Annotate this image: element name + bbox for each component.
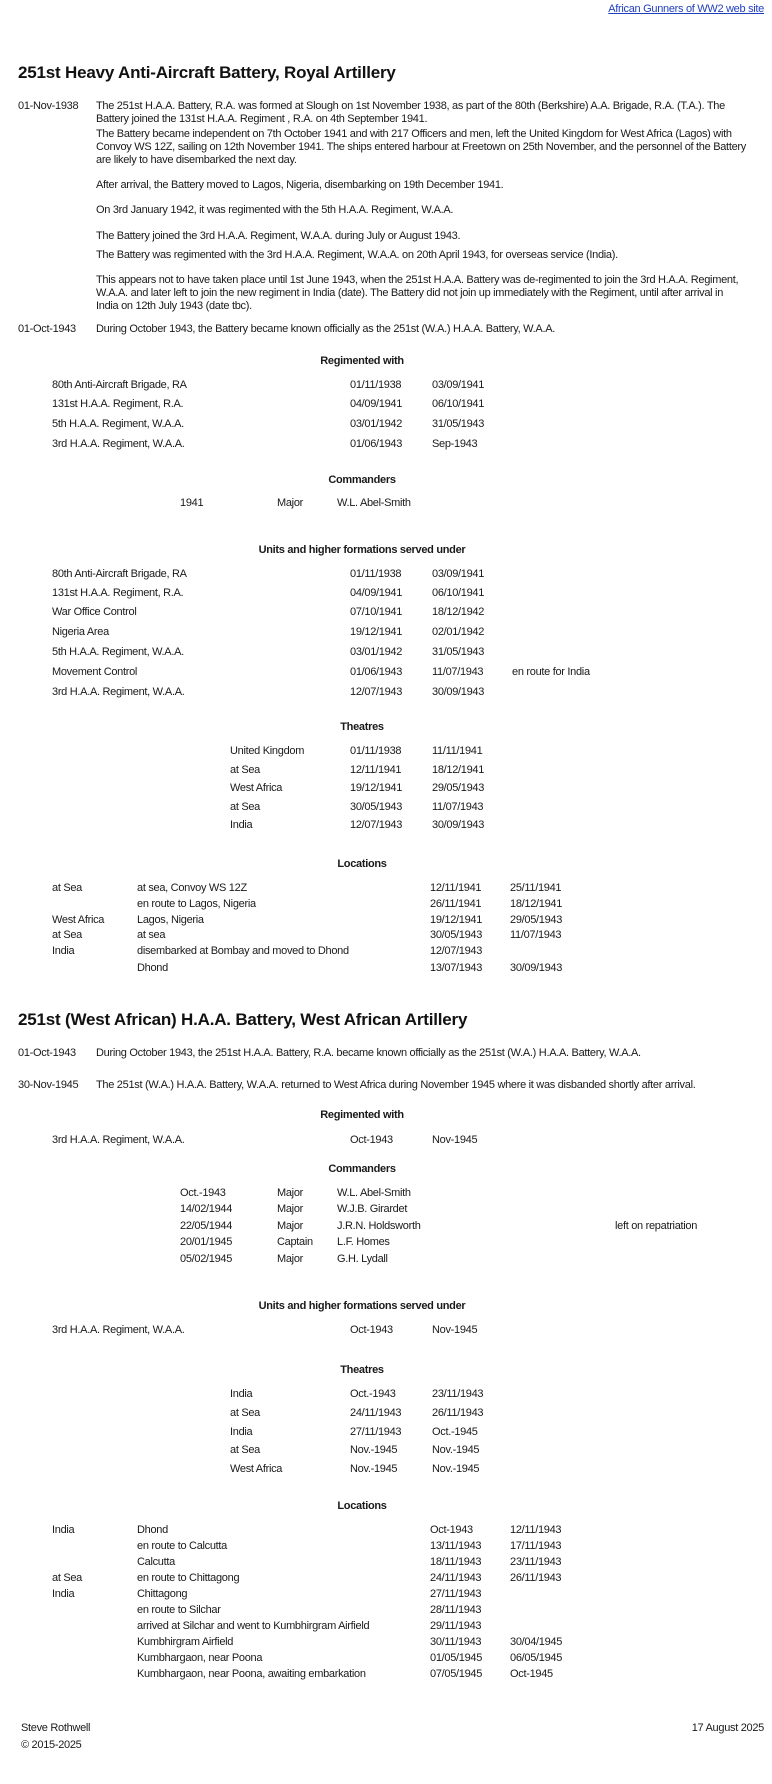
table-row: Kumbhirgram Airfield 30/11/1943 30/04/1945 (137, 1636, 563, 1648)
table-row: Kumbhargaon, near Poona, awaiting embarkation 07/05/1945 Oct-1945 (137, 1668, 553, 1680)
table-row: 3rd H.A.A. Regiment, W.A.A. Oct-1943 Nov-1945 (52, 1324, 478, 1336)
table-row: at Sea at sea, Convoy WS 12Z 12/11/1941 25/11/1941 (52, 882, 562, 894)
entry-paragraph: This appears not to have taken place until 1st June 1943, when the 251st H.A.A. Battery was de-regimented to join the 3rd H.A.A. Regiment, W.A.A. and later left to join the new regiment in India (date). The Battery did not join up immediately with the Regiment, until after arrival in India on 12th July 1943 (date tbc). (96, 274, 739, 312)
table-row: 80th Anti-Aircraft Brigade, RA 01/11/1938 03/09/1941 (52, 379, 485, 391)
table-row: at Sea at sea 30/05/1943 11/07/1943 (52, 929, 562, 941)
table-row: India disembarked at Bombay and moved to Dhond 12/07/1943 (52, 945, 483, 957)
table-row: Calcutta 18/11/1943 23/11/1943 (137, 1556, 562, 1568)
table-row: en route to Calcutta 13/11/1943 17/11/1943 (137, 1540, 562, 1552)
regimented-with-heading: Regimented with (320, 1109, 404, 1121)
table-row: 05/02/1945 Major G.H. Lydall (180, 1253, 388, 1265)
entry-paragraph: The Battery became independent on 7th October 1941 and with 217 Officers and men, left the United Kingdom for West Africa (Lagos) with Convoy WS 12Z, sailing on 12th November 1941. The ships entered harbour at Freetown on 25th November, and the personnel of the Battery are likely to have disembarked the next day. (96, 128, 746, 166)
entry-paragraph: The Battery was regimented with the 3rd H.A.A. Regiment, W.A.A. on 20th April 1943, for overseas service (India). (96, 249, 618, 261)
table-row: 3rd H.A.A. Regiment, W.A.A. 01/06/1943 Sep-1943 (52, 438, 478, 450)
entry-paragraph: The 251st H.A.A. Battery, R.A. was formed at Slough on 1st November 1938, as part of the 80th (Berkshire) A.A. Brigade, R.A. (T.A.). The Battery joined the 131st H.A.A. Regiment , R.A. on 4th September 1941. (96, 100, 725, 125)
table-row: en route to Silchar 28/11/1943 (137, 1604, 482, 1616)
table-row: West Africa Nov.-1945 Nov.-1945 (230, 1463, 480, 1475)
table-row: 1941 Major W.L. Abel-Smith (180, 497, 411, 509)
footer-copyright: © 2015-2025 (21, 1739, 82, 1751)
table-row: War Office Control 07/10/1941 18/12/1942 (52, 606, 485, 618)
entry-paragraph: After arrival, the Battery moved to Lagos, Nigeria, disembarking on 19th December 1941. (96, 179, 504, 191)
table-row: India Chittagong 27/11/1943 (52, 1588, 482, 1600)
table-row: India Oct.-1943 23/11/1943 (230, 1388, 484, 1400)
section-2-title: 251st (West African) H.A.A. Battery, West African Artillery (18, 1010, 468, 1029)
commanders-heading: Commanders (328, 1163, 396, 1175)
locations-heading: Locations (337, 1500, 387, 1512)
table-row: 131st H.A.A. Regiment, R.A. 04/09/1941 06/10/1941 (52, 398, 485, 410)
entry-date: 01-Nov-1938 (18, 100, 79, 112)
table-row: 3rd H.A.A. Regiment, W.A.A. Oct-1943 Nov-1945 (52, 1134, 478, 1146)
table-row: Movement Control 01/06/1943 11/07/1943 en route for India (52, 666, 590, 678)
table-row: Kumbhargaon, near Poona 01/05/1945 06/05/1945 (137, 1652, 563, 1664)
regimented-with-heading: Regimented with (320, 355, 404, 367)
table-row: at Sea 30/05/1943 11/07/1943 (230, 801, 484, 813)
african-gunners-site-link[interactable]: African Gunners of WW2 web site (608, 3, 764, 15)
table-row: 5th H.A.A. Regiment, W.A.A. 03/01/1942 31/05/1943 (52, 646, 485, 658)
table-row: India 27/11/1943 Oct.-1945 (230, 1426, 478, 1438)
table-row: Oct.-1943 Major W.L. Abel-Smith (180, 1187, 411, 1199)
table-row: Dhond 13/07/1943 30/09/1943 (137, 962, 563, 974)
theatres-heading: Theatres (340, 1364, 384, 1376)
table-row: 5th H.A.A. Regiment, W.A.A. 03/01/1942 31/05/1943 (52, 418, 485, 430)
table-row: India Dhond Oct-1943 12/11/1943 (52, 1524, 562, 1536)
commanders-heading: Commanders (328, 474, 396, 486)
entry-date: 01-Oct-1943 (18, 323, 76, 335)
entry-paragraph: The 251st (W.A.) H.A.A. Battery, W.A.A. returned to West Africa during November 1945 where it was disbanded shortly after arrival. (96, 1079, 696, 1091)
entry-date: 30-Nov-1945 (18, 1079, 79, 1091)
table-row: United Kingdom 01/11/1938 11/11/1941 (230, 745, 483, 757)
units-heading: Units and higher formations served under (258, 544, 466, 556)
table-row: at Sea en route to Chittagong 24/11/1943 26/11/1943 (52, 1572, 562, 1584)
table-row: 20/01/1945 Captain L.F. Homes (180, 1236, 390, 1248)
table-row: arrived at Silchar and went to Kumbhirgram Airfield 29/11/1943 (137, 1620, 482, 1632)
entry-date: 01-Oct-1943 (18, 1047, 76, 1059)
footer-author: Steve Rothwell (21, 1722, 91, 1734)
table-row: 14/02/1944 Major W.J.B. Girardet (180, 1203, 408, 1215)
footer-date: 17 August 2025 (691, 1722, 764, 1734)
units-heading: Units and higher formations served under (258, 1300, 466, 1312)
entry-paragraph: On 3rd January 1942, it was regimented with the 5th H.A.A. Regiment, W.A.A. (96, 204, 454, 216)
table-row: West Africa 19/12/1941 29/05/1943 (230, 782, 485, 794)
theatres-heading: Theatres (340, 721, 384, 733)
table-row: en route to Lagos, Nigeria 26/11/1941 18/12/1941 (137, 898, 563, 910)
table-row: India 12/07/1943 30/09/1943 (230, 819, 485, 831)
entry-paragraph: The Battery joined the 3rd H.A.A. Regiment, W.A.A. during July or August 1943. (96, 230, 461, 242)
entry-paragraph: During October 1943, the 251st H.A.A. Battery, R.A. became known officially as the 251st (W.A.) H.A.A. Battery, W.A.A. (96, 1047, 641, 1059)
section-1-title: 251st Heavy Anti-Aircraft Battery, Royal Artillery (18, 63, 396, 82)
table-row: 80th Anti-Aircraft Brigade, RA 01/11/1938 03/09/1941 (52, 568, 485, 580)
table-row: at Sea 12/11/1941 18/12/1941 (230, 764, 485, 776)
table-row: Nigeria Area 19/12/1941 02/01/1942 (52, 626, 485, 638)
table-row: 3rd H.A.A. Regiment, W.A.A. 12/07/1943 30/09/1943 (52, 686, 485, 698)
locations-heading: Locations (337, 858, 387, 870)
table-row: 22/05/1944 Major J.R.N. Holdsworth left on repatriation (180, 1220, 698, 1232)
table-row: at Sea 24/11/1943 26/11/1943 (230, 1407, 484, 1419)
table-row: at Sea Nov.-1945 Nov.-1945 (230, 1444, 480, 1456)
table-row: West Africa Lagos, Nigeria 19/12/1941 29/05/1943 (52, 914, 563, 926)
table-row: 131st H.A.A. Regiment, R.A. 04/09/1941 06/10/1941 (52, 587, 485, 599)
entry-paragraph: During October 1943, the Battery became known officially as the 251st (W.A.) H.A.A. Battery, W.A.A. (96, 323, 556, 335)
